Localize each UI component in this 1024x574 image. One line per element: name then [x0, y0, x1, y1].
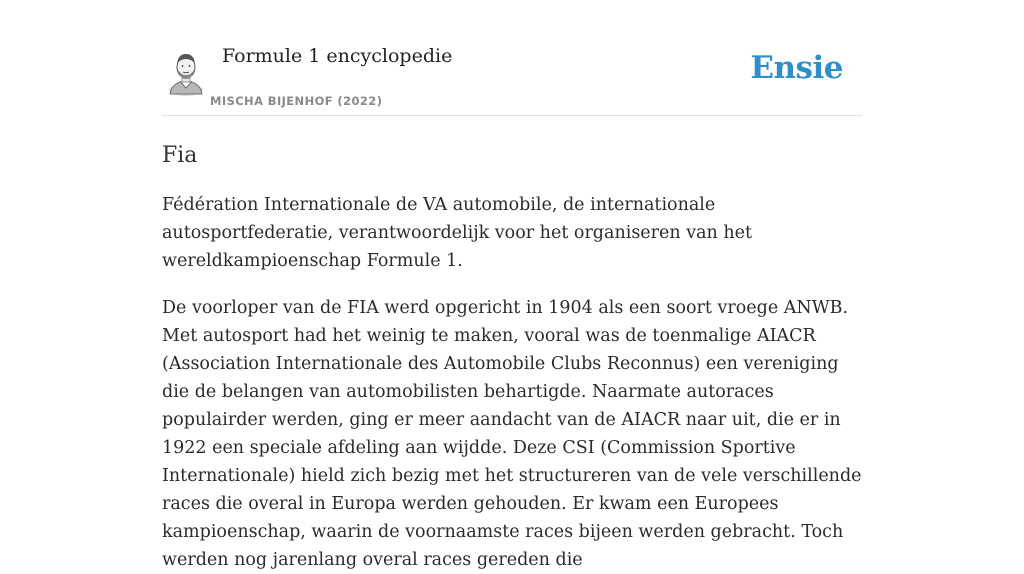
paragraph: Fédération Internationale de VA automobile, de internationale autosportfederatie, verantwoordelijk voor het organiseren van het wereldkampioenschap Formule 1.: [162, 195, 753, 272]
entry-title: Fia: [162, 143, 198, 168]
author-credit: MISCHA BIJENHOF (2022): [210, 94, 383, 108]
entry-body: [162, 191, 862, 574]
header: [162, 0, 862, 116]
paragraph: De voorloper van de FIA werd opgericht in 1904 als een soort vroege ANWB. Met autosport had het weinig te maken, vooral was de toenmalige AIACR (Association Internationale des Automobile Clubs Reconnus) een vereniging die de belangen van automobilisten behartigde. Naarmate autoraces populairder werden, ging er meer aandacht van de AIACR naar uit, die er in 1922 een speciale afdeling aan wijdde. Deze CSI (Commission Sportive Internationale) hield zich bezig met het structureren van de vele verschillende races die overal in Europa werden gehouden. Er kwam een Europees kampioenschap, waarin de voornaamste races bijeen werden gebracht. Toch werden nog jarenlang overal races gereden die: [162, 298, 862, 571]
book-title[interactable]: Formule 1 encyclopedie: [222, 45, 453, 67]
author-portrait-icon[interactable]: [166, 48, 206, 94]
ensie-logo[interactable]: Ensie: [750, 50, 843, 86]
content-column: [162, 0, 862, 574]
